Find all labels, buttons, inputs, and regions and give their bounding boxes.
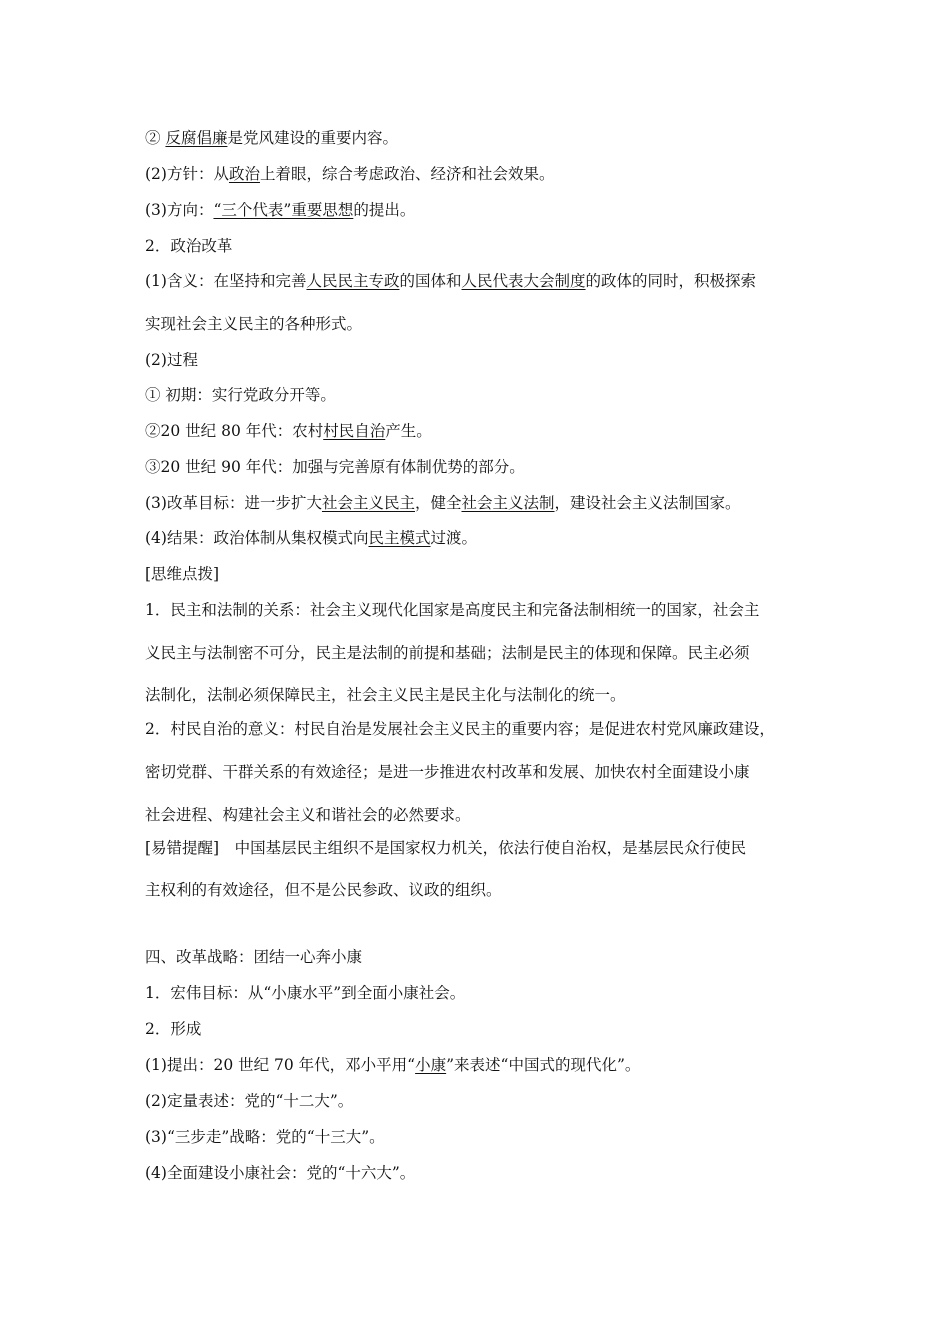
text-line [145,1091,353,1111]
underlined-term: 社会主义法制 [461,494,555,512]
underlined-term: 小康 [415,1056,447,1074]
text-segment: 是党风建设的重要内容。 [227,129,398,147]
text-segment: (1)提出：20 世纪 70 年代，邓小平用“ [145,1056,416,1074]
text-segment: (3)“三步走”战略：党的“十三大”。 [145,1128,385,1146]
underlined-term: 民主模式 [368,529,431,547]
text-line [145,528,477,548]
text-segment: 义民主与法制密不可分，民主是法制的前提和基础；法制是民主的体现和保障。民主必须 [145,644,750,662]
text-line [145,805,471,825]
text-line [145,350,198,370]
text-line [145,643,750,663]
text-segment: (3)改革目标：进一步扩大 [145,494,322,512]
text-segment: (4)全面建设小康社会：党的“十六大”。 [145,1164,416,1182]
text-line [145,1163,415,1183]
text-line [145,880,502,900]
underlined-term: 反腐倡廉 [165,129,228,147]
text-segment: 主权利的有效途径，但不是公民参政、议政的组织。 [145,881,502,899]
text-segment: ，健全 [414,494,462,512]
underlined-term: 人民代表大会制度 [461,272,586,290]
text-segment: 2．村民自治的意义：村民自治是发展社会主义民主的重要内容；是促进农村党风廉政建设， [145,720,775,738]
text-segment: (3)方向： [145,201,214,219]
text-line [145,314,362,334]
text-segment: 实现社会主义民主的各种形式。 [145,315,363,333]
text-line [145,762,750,782]
text-segment: (4)结果：政治体制从集权模式向 [145,529,369,547]
text-segment: ① 初期：实行党政分开等。 [145,386,336,404]
text-line [145,1055,640,1075]
text-line [145,493,741,513]
text-segment: 2．形成 [145,1020,202,1038]
underlined-term: 社会主义民主 [321,494,415,512]
text-segment: 的政体的同时，积极探索 [585,272,757,290]
text-segment: ②20 世纪 80 年代：农村 [145,422,324,440]
text-segment: 的提出。 [353,201,416,219]
text-line [145,719,775,739]
text-line [145,128,398,148]
text-line [145,564,219,584]
text-segment: 社会进程、构建社会主义和谐社会的必然要求。 [145,806,471,824]
text-line [145,164,555,184]
text-line [145,1127,385,1147]
text-segment: (2)过程 [145,351,198,369]
text-segment: 密切党群、干群关系的有效途径；是进一步推进农村改革和发展、加快农村全面建设小康 [145,763,750,781]
text-segment: 产生。 [385,422,432,440]
text-line [145,385,336,405]
text-line [145,421,432,441]
text-segment: ② [145,129,166,147]
text-line [145,983,465,1003]
text-line [145,457,525,477]
text-line [145,236,232,256]
text-segment: 上着眼，综合考虑政治、经济和社会效果。 [259,165,555,183]
text-segment: (2)方针：从 [145,165,229,183]
underlined-term: “三个代表”重要思想 [213,201,354,219]
text-line [145,1019,201,1039]
text-line [145,271,756,291]
text-segment: (2)定量表述：党的“十二大”。 [145,1092,354,1110]
text-segment: 法制化，法制必须保障民主，社会主义民主是民主化与法制化的统一。 [145,686,626,704]
text-segment: (1)含义：在坚持和完善 [145,272,307,290]
text-segment: 2．政治改革 [145,237,233,255]
text-segment: 四、改革战略：团结一心奔小康 [145,948,363,966]
text-segment: ，建设社会主义法制国家。 [554,494,741,512]
text-line [145,600,759,620]
text-segment: ”来表述“中国式的现代化”。 [446,1056,641,1074]
text-line [145,685,626,705]
text-line [145,947,362,967]
text-segment: 的国体和 [399,272,462,290]
text-segment: 1．宏伟目标：从“小康水平”到全面小康社会。 [145,984,466,1002]
text-segment: ③20 世纪 90 年代：加强与完善原有体制优势的部分。 [145,458,525,476]
underlined-term: 政治 [228,165,260,183]
text-segment: [思维点拨] [145,565,220,583]
text-segment: 过渡。 [430,529,477,547]
text-line [145,838,746,858]
underlined-term: 村民自治 [323,422,386,440]
text-segment: 1．民主和法制的关系：社会主义现代化国家是高度民主和完备法制相统一的国家，社会主 [145,601,760,619]
underlined-term: 人民民主专政 [306,272,400,290]
text-segment: [易错提醒] 中国基层民主组织不是国家权力机关，依法行使自治权，是基层民众行使民 [145,839,747,857]
text-line [145,200,415,220]
